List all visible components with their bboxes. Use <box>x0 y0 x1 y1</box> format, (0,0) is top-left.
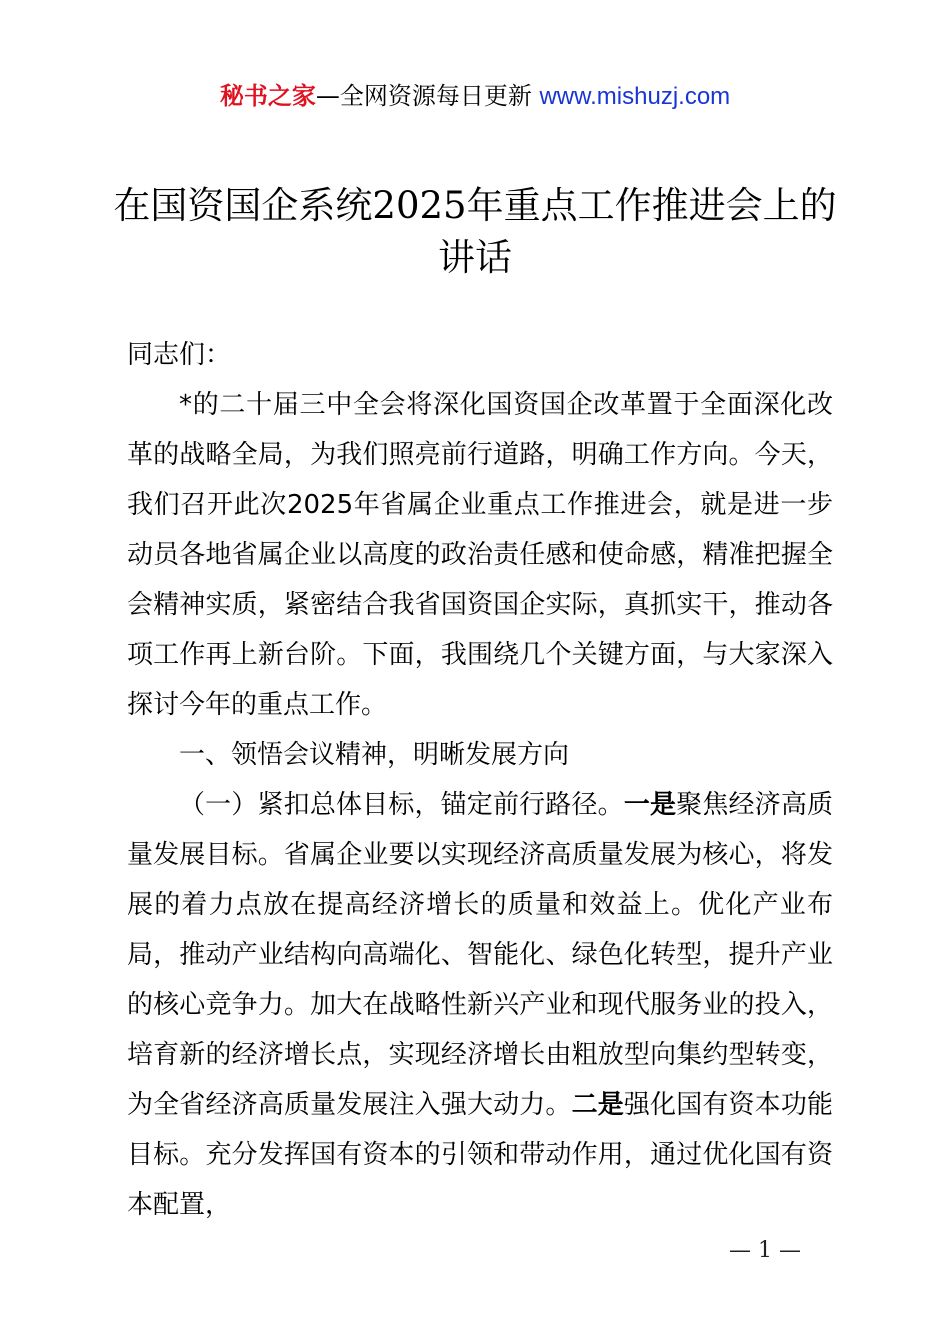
site-header <box>0 78 950 115</box>
section-heading-1: 一、领悟会议精神，明晰发展方向 <box>179 740 570 770</box>
header-tagline: —全网资源每日更新 <box>315 82 540 110</box>
document-title: 在国资国企系统2025年重点工作推进会上的讲话 <box>113 184 837 279</box>
page-number: — 1 — <box>729 1238 801 1263</box>
point-marker-2: 二是 <box>571 1090 624 1120</box>
point-text-1: 聚焦经济高质量发展目标。省属企业要以实现经济高质量发展为核心，将发展的着力点放在提高经济增长的质量和效益上。优化产业布局，推动产业结构向高端化、智能化、绿色化转型，提升产业的核心竞争力。加大在战略性新兴产业和现代服务业的投入，培育新的经济增长点，实现经济增长由粗放型向集约型转变，为全省经济高质量发展注入强大动力。 <box>127 790 833 1120</box>
paragraph-intro: *的二十届三中全会将深化国资国企改革置于全面深化改革的战略全局，为我们照亮前行道路，明确工作方向。今天，我们召开此次2025年省属企业重点工作推进会，就是进一步动员各地省属企业以高度的政治责任感和使命感，精准把握全会精神实质，紧密结合我省国资国企实际，真抓实干，推动各项工作再上新台阶。下面，我围绕几个关键方面，与大家深入探讨今年的重点工作。 <box>127 390 833 720</box>
point-text-2: 强化国有资本功能目标。充分发挥国有资本的引领和带动作用，通过优化国有资本配置， <box>127 1090 833 1220</box>
brand-name: 秘书之家 <box>219 82 316 110</box>
paragraph-lead: （一）紧扣总体目标，锚定前行路径。 <box>179 790 624 820</box>
site-url-link[interactable]: www.mishuzj.com <box>539 83 731 110</box>
paragraph-section-1 <box>127 780 833 1230</box>
salutation: 同志们： <box>127 340 232 370</box>
point-marker-1: 一是 <box>623 790 677 820</box>
